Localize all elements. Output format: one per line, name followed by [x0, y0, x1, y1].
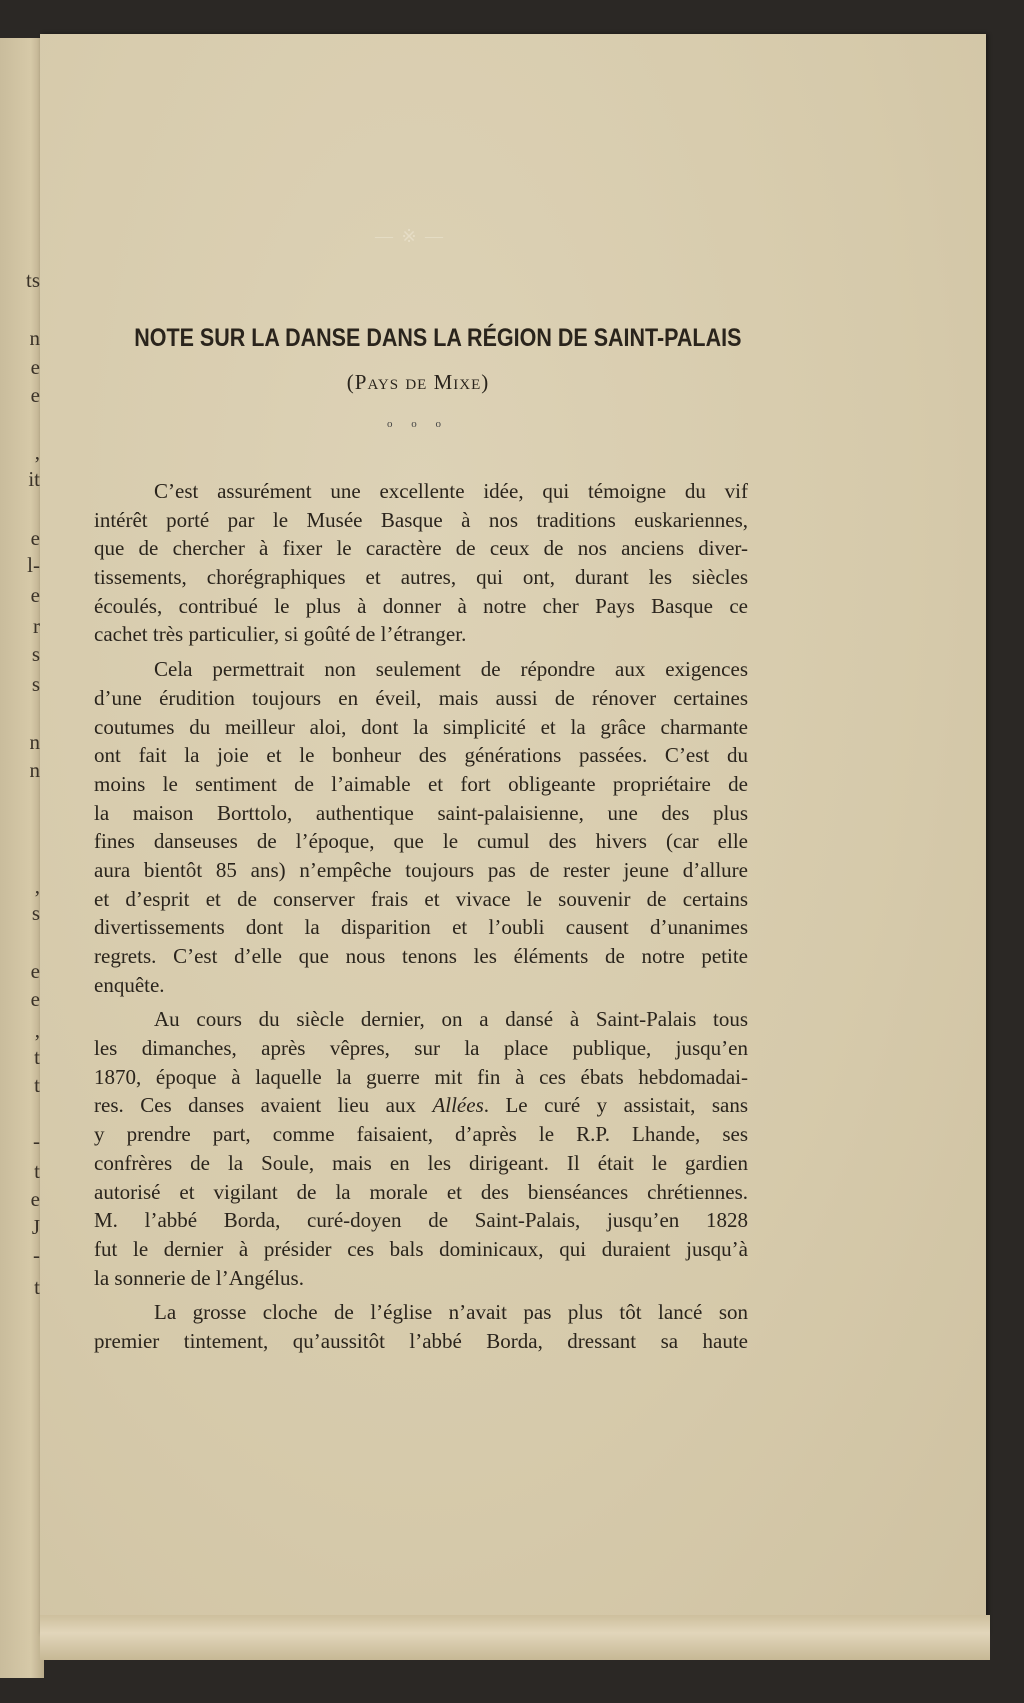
text-line: C’est assurément une excellente idée, qui témoigne du vif [154, 479, 748, 503]
page-stack-edge [40, 1615, 990, 1660]
facing-page-text-fragment: , [34, 874, 40, 898]
text-line: aura bientôt 85 ans) n’empêche toujours pas de rester jeune d’allure [94, 857, 748, 882]
text-line: écoulés, contribué le plus à donner à notre cher Pays Basque ce [94, 593, 748, 618]
facing-page-text-fragment: t [34, 1045, 40, 1069]
text-line: La grosse cloche de l’église n’avait pas plus tôt lancé son [154, 1300, 748, 1325]
article-body [94, 477, 748, 1362]
text-line: y prendre part, comme faisaient, d’après le R.P. Lhande, ses [94, 1122, 748, 1147]
text-line: cachet très particulier, si goûté de l’étranger. [94, 622, 467, 647]
paragraph [94, 1005, 748, 1292]
text-line: Au cours du siècle dernier, on a dansé à Saint-Palais tous [154, 1007, 748, 1032]
facing-page-text-fragment: e [30, 987, 40, 1011]
text-line: coutumes du meilleur aloi, dont la simplicité et la grâce charmante [94, 714, 748, 739]
text-line: les dimanches, après vêpres, sur la place publique, jusqu’en [94, 1036, 748, 1061]
facing-page-text-fragment: - [33, 1243, 40, 1267]
facing-page-text-fragment: s [31, 642, 40, 666]
facing-page-text-fragment: r [33, 614, 40, 638]
facing-page-text-fragment: J [31, 1215, 40, 1239]
paragraph [94, 1298, 748, 1355]
text-line: tissements, chorégraphiques et autres, qui ont, durant les siècles [94, 565, 748, 590]
article-subtitle: (Pays de Mixe) [346, 370, 490, 394]
text-line: divertissements dont la disparition et l’oubli causent d’unanimes [94, 915, 748, 940]
text-line: fut le dernier à présider ces bals dominicaux, qui duraient jusqu’à [94, 1236, 748, 1261]
ornament: — ※ — [374, 226, 446, 246]
text-line: fines danseuses de l’époque, que le cumul des hivers (car elle [94, 829, 748, 854]
facing-page-text-fragment: - [33, 1129, 40, 1153]
text-line: regrets. C’est d’elle que nous tenons les éléments de notre petite [94, 944, 748, 968]
text-line: premier tintement, qu’aussitôt l’abbé Borda, dressant sa haute [94, 1328, 748, 1353]
text-line: moins le sentiment de l’aimable et fort obligeante propriétaire de [94, 771, 748, 796]
text-line: confrères de la Soule, mais en les dirigeant. Il était le gardien [94, 1150, 748, 1175]
text-line: d’une érudition toujours en éveil, mais aussi de rénover certaines [94, 685, 748, 710]
facing-page-text-fragment: e [30, 355, 40, 379]
text-line: et d’esprit et de conserver frais et vivace le souvenir de certains [94, 886, 748, 911]
facing-page-text-fragment: t [34, 1159, 40, 1183]
facing-page-text-fragment: ts [25, 268, 40, 292]
facing-page-edge [0, 38, 44, 1678]
separator: o o o [387, 418, 449, 430]
facing-page-text-fragment: s [31, 901, 40, 925]
facing-page-text-fragment: n [29, 758, 40, 782]
facing-page-text-fragment: e [30, 1187, 40, 1211]
text-line: Cela permettrait non seulement de répondre aux exigences [154, 657, 748, 682]
paragraph [94, 477, 748, 649]
text-line: que de chercher à fixer le caractère de ceux de nos anciens diver- [94, 536, 748, 561]
paragraph [94, 655, 748, 999]
facing-page-text-fragment: n [29, 326, 40, 350]
facing-page-text-fragment: e [30, 526, 40, 550]
text-line: M. l’abbé Borda, curé-doyen de Saint-Palais, jusqu’en 1828 [94, 1208, 748, 1233]
facing-page-text-fragment: t [34, 1073, 40, 1097]
text-line: la maison Borttolo, authentique saint-palaisienne, une des plus [94, 800, 748, 825]
facing-page-text-fragment: l- [27, 553, 40, 577]
facing-page-text-fragment: s [31, 672, 40, 696]
facing-page-text-fragment: e [30, 959, 40, 983]
facing-page-text-fragment: t [34, 1275, 40, 1299]
text-line: la sonnerie de l’Angélus. [94, 1265, 304, 1290]
text-line: res. Ces danses avaient lieu aux Allées. Le curé y assistait, sans [94, 1093, 748, 1118]
text-line: ont fait la joie et le bonheur des générations passées. C’est du [94, 743, 748, 768]
facing-page-text-fragment: n [29, 730, 40, 754]
facing-page-text-fragment: , [34, 1018, 40, 1042]
facing-page-text-fragment: , [34, 440, 40, 464]
text-line: 1870, époque à laquelle la guerre mit fin à ces ébats hebdomadai- [94, 1064, 748, 1089]
text-line: autorisé et vigilant de la morale et des bienséances chrétiennes. [94, 1179, 748, 1204]
facing-page-text-fragment: it [28, 467, 40, 491]
article-title: NOTE SUR LA DANSE DANS LA RÉGION DE SAINT-PALAIS [134, 324, 742, 352]
text-line: intérêt porté par le Musée Basque à nos traditions euskariennes, [94, 507, 748, 532]
facing-page-text-fragment: e [30, 383, 40, 407]
facing-page-text-fragment: e [30, 583, 40, 607]
text-line: enquête. [94, 972, 165, 997]
